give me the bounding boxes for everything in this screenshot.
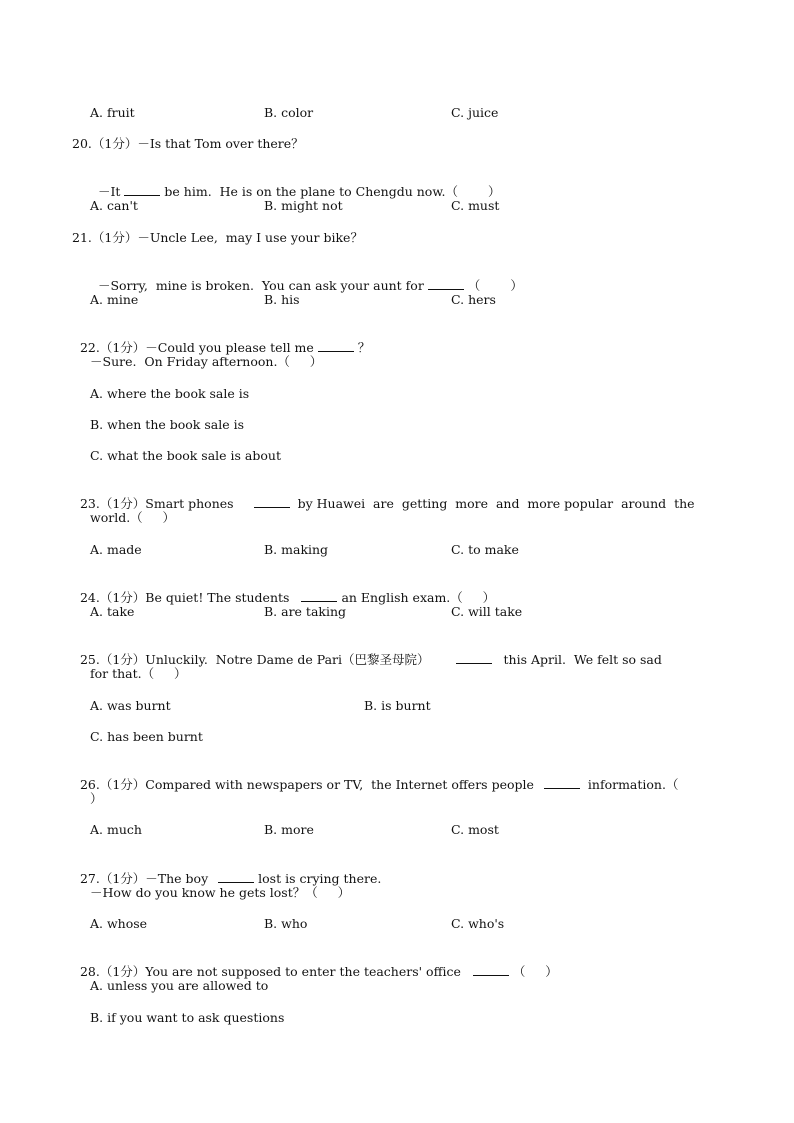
q23-stem-cont: world.（ ） (90, 510, 176, 525)
q19-option-c: C. juice (451, 105, 499, 120)
q22-option-a: A. where the book sale is (90, 386, 250, 401)
q23-option-a: A. made (90, 542, 142, 557)
q22-option-b: B. when the book sale is (90, 417, 244, 432)
q20-option-a: A. can't (90, 198, 138, 213)
q19-option-b: B. color (264, 105, 314, 120)
q27-option-b: B. who (264, 916, 308, 931)
q24-stem-end: an English exam.（ ） (341, 590, 496, 605)
q23-stem-end: by Huawei are getting more and more popular around the (297, 496, 695, 511)
q23-stem-start: 23.（1分）Smart phones (79, 496, 234, 511)
q21-option-b: B. his (264, 292, 300, 307)
q26-stem (72, 760, 678, 793)
q25-stem-cont: for that.（ ） (90, 666, 187, 681)
q24-option-c: C. will take (451, 604, 523, 619)
q28-blank (473, 963, 509, 976)
q21-option-c: C. hers (451, 292, 496, 307)
q27-option-c: C. who's (451, 916, 505, 931)
q20-option-c: C. must (451, 198, 500, 213)
q26-option-c: C. most (451, 822, 499, 837)
q22-stem-end: ？ (357, 340, 371, 355)
q22-stem-start: 22.（1分）－Could you please tell me (79, 340, 314, 355)
q27-option-a: A. whose (90, 916, 148, 931)
q25-stem (72, 635, 662, 668)
q26-paren-close: ） (90, 791, 103, 806)
q23-option-b: B. making (264, 542, 329, 557)
q21-response (90, 261, 523, 294)
q22-response: －Sure. On Friday afternoon.（ ） (90, 354, 323, 369)
q25-stem-end: this April. We felt so sad (503, 652, 662, 667)
q20-option-b: B. might not (264, 198, 343, 213)
q26-option-b: B. more (264, 822, 314, 837)
q19-option-a: A. fruit (90, 105, 135, 120)
q27-stem (72, 854, 381, 887)
q24-stem-start: 24.（1分）Be quiet! The students (79, 590, 290, 605)
q20-response-end: be him. He is on the plane to Chengdu now.（ (164, 184, 459, 199)
q20-response-start: －It (97, 184, 121, 199)
q27-stem-start: 27.（1分）－The boy (79, 871, 209, 886)
q28-stem (72, 947, 558, 980)
q24-blank (301, 589, 337, 602)
q24-option-b: B. are taking (264, 604, 347, 619)
q20-response (90, 167, 501, 200)
q27-stem-end: lost is crying there. (258, 871, 382, 886)
q20-blank (124, 183, 160, 196)
q21-stem: 21.（1分）－Uncle Lee, may I use your bike？ (72, 230, 363, 245)
q22-blank (318, 339, 354, 352)
q27-response: －How do you know he gets lost？（ ） (90, 885, 351, 900)
q25-blank (456, 651, 492, 664)
q25-option-c: C. has been burnt (90, 729, 203, 744)
q20-paren-close: ） (488, 184, 501, 199)
q25-option-a: A. was burnt (90, 698, 171, 713)
q26-stem-end: information.（ (587, 777, 679, 792)
q26-stem-start: 26.（1分）Compared with newspapers or TV, the Internet offers people (79, 777, 534, 792)
q28-option-a: A. unless you are allowed to (90, 978, 269, 993)
q22-option-c: C. what the book sale is about (90, 448, 281, 463)
q25-option-b: B. is burnt (364, 698, 431, 713)
q28-option-b: B. if you want to ask questions (90, 1010, 285, 1025)
q25-stem-start: 25.（1分）Unluckily. Notre Dame de Pari（巴黎圣母院） (79, 652, 430, 667)
q23-stem (72, 479, 695, 512)
q23-blank (254, 495, 290, 508)
q28-stem-start: 28.（1分）You are not supposed to enter the teachers' office (79, 964, 461, 979)
q28-stem-end: （ ） (512, 964, 558, 979)
q20-stem: 20.（1分）－Is that Tom over there？ (72, 136, 304, 151)
q21-paren-close: ） (510, 278, 523, 293)
q22-stem (72, 323, 370, 356)
q21-paren-open: （ (467, 278, 481, 293)
q26-option-a: A. much (90, 822, 142, 837)
q21-blank (428, 277, 464, 290)
q23-option-c: C. to make (451, 542, 519, 557)
q27-blank (218, 870, 254, 883)
q21-response-start: －Sorry, mine is broken. You can ask your aunt for (97, 278, 424, 293)
q24-option-a: A. take (90, 604, 135, 619)
q24-stem (72, 573, 495, 606)
q26-blank (544, 776, 580, 789)
q21-option-a: A. mine (90, 292, 139, 307)
